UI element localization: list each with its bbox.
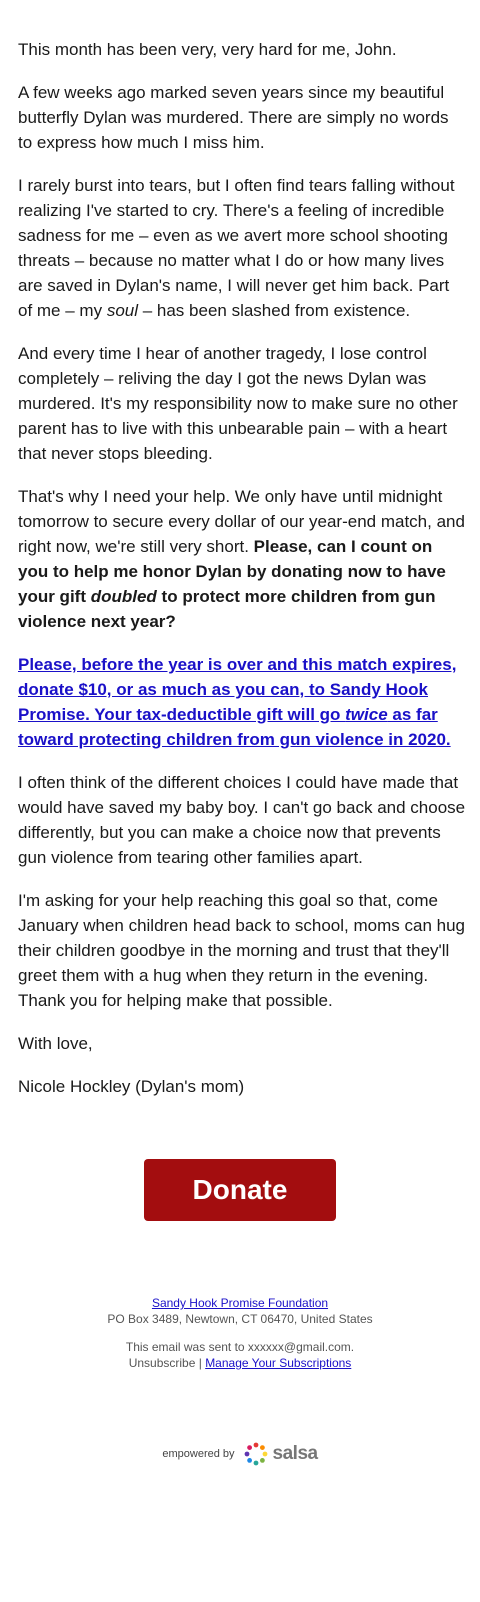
salsa-logo-icon	[243, 1441, 269, 1467]
emphasis-doubled: doubled	[90, 587, 157, 606]
footer-subscription-block	[0, 1339, 480, 1371]
link-text-b: as far toward protecting children from gun violence in 2020.	[18, 705, 451, 749]
paragraph-tears-end: – has been slashed from existence.	[138, 301, 411, 320]
paragraph-goal: I'm asking for your help reaching this goal so that, come January when children head back to school, moms can hug their children goodbye in the morning and trust that they'll greet them with a hug when they return in the evening. Thank you for helping make that possible.	[18, 891, 465, 1010]
paragraph-donate-link	[18, 652, 466, 752]
unsubscribe-label[interactable]: Unsubscribe	[128, 1356, 196, 1370]
emphasis-soul: soul	[106, 301, 138, 320]
salsa-logo[interactable]	[243, 1441, 318, 1467]
footer-org-block	[0, 1295, 480, 1327]
salsa-wordmark: salsa	[272, 1443, 318, 1464]
sent-to-notice: This email was sent to xxxxxx@gmail.com.	[125, 1340, 355, 1354]
donate-button[interactable]: Donate	[144, 1159, 336, 1221]
org-link[interactable]: Sandy Hook Promise Foundation	[151, 1296, 329, 1310]
manage-subscriptions-link[interactable]: Manage Your Subscriptions	[205, 1356, 352, 1370]
signoff: With love,	[18, 1034, 93, 1053]
paragraph-tears-text: I rarely burst into tears, but I often find tears falling without realizing I've started to cry. There's a feeling of incredible sadness for me – even as we avert more school shooting threats – because no matter what I do or how many lives are saved in Dylan's name, I will never get him back. Part of me – my	[18, 176, 455, 320]
paragraph-tears	[18, 173, 466, 323]
email-footer	[0, 1295, 480, 1371]
org-address: PO Box 3489, Newtown, CT 06470, United States	[107, 1312, 373, 1326]
donate-text-link[interactable]	[18, 655, 456, 749]
donate-section	[0, 1159, 480, 1221]
bold-text-b: to protect more children from gun violence next year?	[18, 587, 436, 631]
footer-separator: |	[195, 1356, 206, 1370]
paragraph-anniversary: A few weeks ago marked seven years since my beautiful butterfly Dylan was murdered. There are simply no words to express how much I miss him.	[18, 83, 449, 152]
powered-by-label: empowered by	[162, 1448, 235, 1460]
bold-text-a: Please, can I count on you to help me honor Dylan by donating now to have your gift	[18, 537, 446, 606]
paragraph-tragedy: And every time I hear of another tragedy, I lose control completely – reliving the day I got the news Dylan was murdered. It's my responsibility now to make sure no other parent has to live with this unbearable pain – with a heart that never stops bleeding.	[18, 344, 458, 463]
link-text-a: Please, before the year is over and this match expires, donate $10, or as much as you can, to Sandy Hook Promise. Your tax-deductible gift will go	[18, 655, 457, 724]
paragraph-opening: This month has been very, very hard for me, John.	[18, 40, 397, 59]
signature: Nicole Hockley (Dylan's mom)	[18, 1077, 245, 1096]
paragraph-help-text: That's why I need your help. We only have until midnight tomorrow to secure every dollar of our year-end match, and right now, we're still very short.	[18, 487, 465, 556]
emphasis-twice: twice	[345, 705, 388, 724]
powered-by	[0, 1441, 480, 1467]
paragraph-choices: I often think of the different choices I could have made that would have saved my baby boy. I can't go back and choose differently, but you can make a choice now that prevents gun violence from tearing other families apart.	[18, 773, 466, 867]
paragraph-help	[18, 484, 466, 634]
